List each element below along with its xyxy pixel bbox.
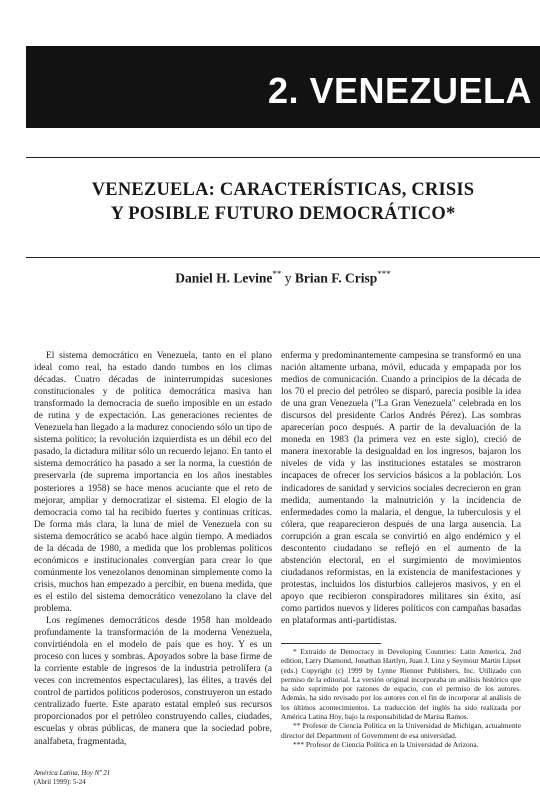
article-authors — [26, 265, 540, 288]
body-column-left — [34, 350, 272, 748]
footnote-rule — [281, 643, 381, 644]
section-banner — [26, 46, 540, 128]
footer-issue: (Abril 1999): 5-24 — [34, 778, 86, 786]
author-2-mark: *** — [377, 269, 391, 279]
article-title — [26, 178, 540, 226]
footer-journal: América Latina, Hoy Nº 21 — [34, 769, 111, 777]
author-1-mark: ** — [272, 269, 282, 279]
author-1: Daniel H. Levine — [175, 270, 273, 286]
article-title-line-2: Y POSIBLE FUTURO DEMOCRÁTICO* — [110, 204, 456, 224]
body-column-right — [281, 350, 521, 627]
footnote-2: ** Profesor de Ciencia Política en la Universidad de Michigan, actualmente director del Department of Government de esa universidad. — [281, 721, 521, 740]
title-top-rule — [26, 157, 540, 158]
footnotes — [281, 643, 521, 749]
footnote-3: *** Profesor de Ciencia Política en la Universidad de Arizona. — [293, 739, 479, 749]
author-2: Brian F. Crisp — [294, 270, 378, 286]
title-bottom-rule — [26, 257, 540, 258]
body-paragraph: enferma y predominantemente campesina se transformó en una nación altamente urbana, móvil, educada y empapada por los medios de comunicación. Cuando a principios de la década de los 70 el precio del petróleo se disparó, parecía posible la idea de una gran Venezuela ("La Gran Venezuela" celebrada en los discursos del presidente Carlos Andrés Pérez). Las sombras aparecerían poco después. A partir de la devaluación de la moneda en 1983 (la primera vez en este siglo), creció de manera inexorable la desigualdad en los ingresos, bajaron los niveles de vida y las instituciones estatales se mostraron incapaces de ofrecer los servicios básicos a la población. Los indicadores de sanidad y servicios sociales decrecieron en gran medida, aumentando la malnutrición y la incidencia de enfermedades como la malaria, el dengue, la tuberculosis y el cólera, que reaparecieron después de una larga ausencia. La corrupción a gran escala se convirtió en algo endémico y el descontento ciudadano se reflejó en el aumento de la abstención electoral, en el surgimiento de movimientos ciudadanos reformistas, en la existencia de manifestaciones y protestas, incluidos los disturbios callejeros masivos, y en el apoyo que recibieron conspiradores militares sin éxito, así como partidos nuevos y líderes políticos con campañas basadas en plataformas anti-partidistas. — [281, 351, 521, 627]
author-conjunction: y — [281, 270, 295, 286]
footnote-1: * Extraído de Democracy in Developing Countries: Latin America, 2nd edition, Larry Diamond, Jonathan Hartlyn, Juan J. Linz y Seymour Martin Lipset (eds.) Copyright (c) 1999 by Lynne Rienner Publishers, Inc. Utilizado con permiso de la editorial. La versión original incorporaba un análisis histórico que ha sido suprimido por razones de espacio, con el permiso de los autores. Además, ha sido revisado por los autores con el fin de incorporar al análisis de los últimos acontecimientos. La traducción del inglés ha sido realizada por América Latina Hoy, bajo la responsabilidad de Marisa Ramos. — [281, 647, 521, 722]
page-footer — [34, 769, 110, 787]
body-paragraph: Los regímenes democráticos desde 1958 han moldeado profundamente la transformación de la moderna Venezuela, convirtiéndola en el modelo de país que es hoy. Y es un proceso con luces y sombras. Apoyados sobre la base firme de la corriente estable de ingresos de la industria petrolífera (a veces con incrementos espectaculares), las élites, a través del control de partidos políticos poderosos, construyeron un estado centralizado fuerte. Este aparato estatal empleó sus recursos proporcionados por el petróleo construyendo calles, ciudades, escuelas y obras públicas, de manera que la sociedad pobre, analfabeta, fragmentada, — [34, 616, 272, 747]
body-paragraph: El sistema democrático en Venezuela, tanto en el plano ideal como real, ha estado dando tumbos en los climas décadas. Cuatro décadas de ininterrumpidas sucesiones constitucionales y de política democrática masiva han transformado la democracia de sueño imposible en un estado de rutina y de expectación. Las generaciones recientes de Venezuela han llegado a la madurez conociendo sólo un tipo de sistema político; la revolución izquierdista es un débil eco del pasado, la dictadura militar sólo un recuerdo lejano. En tanto el sistema democrático ha pasado a ser la norma, la cuestión de preservarla (de suprema importancia en los años inestables posteriores a 1958) se hace menos acuciante que el reto de mejorar, ampliar y democratizar el sistema. El elogio de la democracia como tal ha recibido fuertes y continuas críticas. De forma más clara, la luna de miel de Venezuela con su sistema democrático se acabó hace algún tiempo. A mediados de la década de 1980, a medida que los problemas políticos económicos e institucionales convergían para crear lo que comúnmente los venezolanos denominan simplemente como la crisis, muchos han empezado a percibir, en buena medida, que es el estilo del sistema democrático venezolano la clave del problema. — [34, 351, 272, 614]
section-title: 2. VENEZUELA — [267, 70, 532, 111]
article-title-line-1: VENEZUELA: CARACTERÍSTICAS, CRISIS — [91, 180, 475, 200]
